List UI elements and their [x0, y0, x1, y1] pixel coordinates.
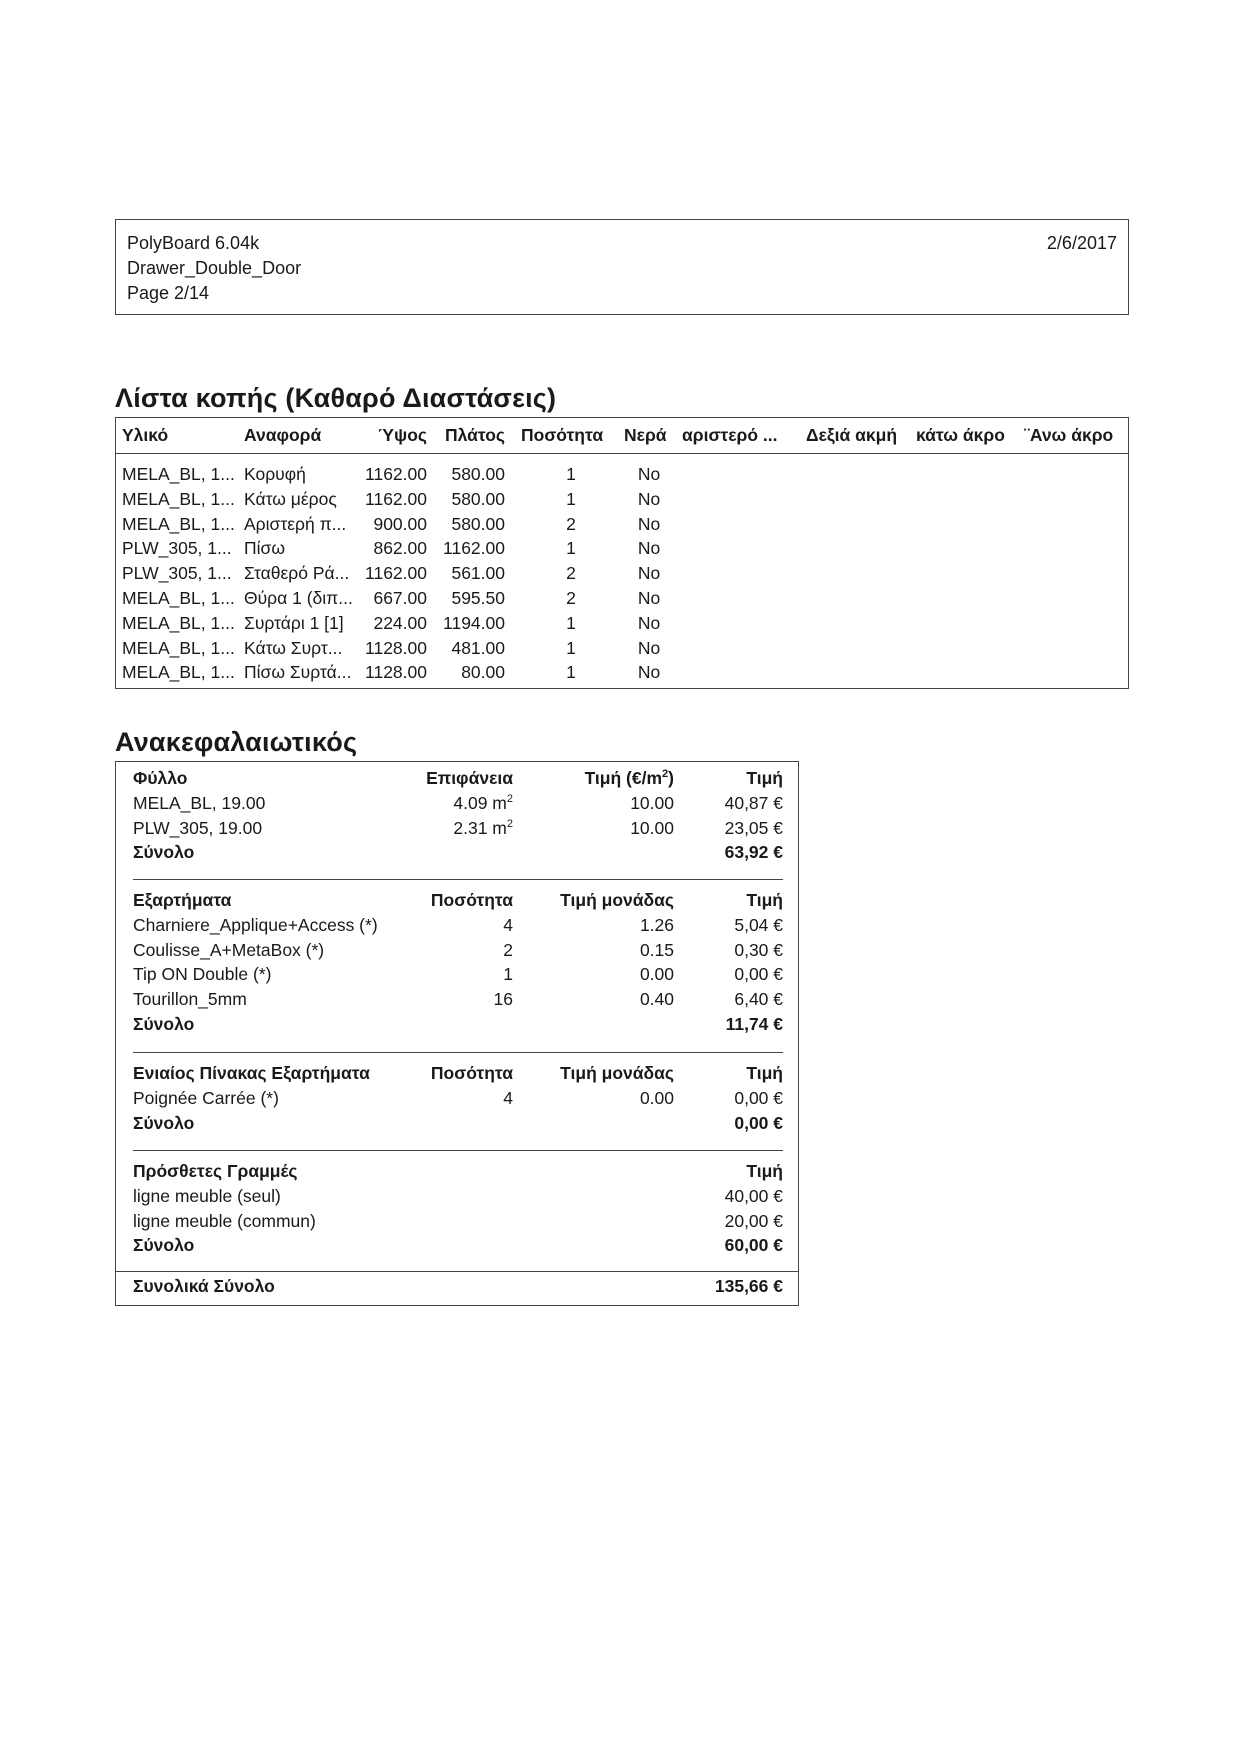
col-left-edge: αριστερό ...: [682, 425, 778, 445]
single-hardware-total-row: [133, 1111, 783, 1136]
page-number: Page 2/14: [127, 283, 210, 303]
divider: [133, 1052, 783, 1053]
table-row: [116, 561, 1128, 586]
summary-table: [115, 761, 799, 1306]
sheets-rows: [133, 791, 783, 841]
item-name: Poignée Carrée (*): [133, 1087, 279, 1108]
sheets-section: [133, 766, 783, 865]
document-date: 2/6/2017: [1046, 233, 1117, 253]
col-bottom-edge: κάτω άκρο: [916, 425, 1005, 445]
single-hardware-rows: [133, 1086, 783, 1111]
cell-height: 1128.00: [365, 637, 427, 658]
item-unit-price: 0.00: [639, 1087, 674, 1108]
cell-height: 667.00: [373, 587, 427, 608]
list-item: [133, 913, 783, 938]
col-grain: Νερά: [624, 425, 667, 445]
cell-height: 1128.00: [365, 662, 427, 683]
cell-material: MELA_BL, 1...: [122, 637, 235, 658]
sheets-col-area: Επιφάνεια: [426, 768, 513, 788]
cell-height: 862.00: [373, 538, 427, 559]
table-row: [116, 586, 1128, 611]
grand-total-label: Συνολικά Σύνολο: [133, 1276, 275, 1296]
item-name: Charniere_Applique+Access (*): [133, 914, 378, 935]
cell-quantity: 1: [566, 464, 576, 484]
item-quantity: 4: [503, 914, 513, 935]
item-price: 5,04 €: [734, 914, 783, 935]
cell-material: PLW_305, 1...: [122, 538, 232, 559]
cell-width: 580.00: [451, 488, 505, 509]
single-hardware-total-value: 0,00 €: [734, 1112, 783, 1133]
sheets-col-rate: [585, 766, 674, 791]
col-width: Πλάτος: [444, 425, 505, 445]
divider: [133, 879, 783, 880]
sheets-col-rate-close: ): [668, 768, 674, 788]
sheet-name: MELA_BL, 19.00: [133, 792, 266, 813]
cell-quantity: 1: [566, 637, 576, 658]
cell-reference: Σταθερό Ρά...: [244, 563, 350, 584]
cell-height: 224.00: [373, 612, 427, 633]
summary-title: Ανακεφαλαιωτικός: [115, 727, 358, 757]
table-row: [116, 636, 1128, 661]
extra-lines-col-name: Πρόσθετες Γραμμές: [133, 1161, 298, 1181]
item-quantity: 4: [503, 1087, 513, 1108]
sheet-price: 40,87 €: [724, 792, 783, 813]
sheet-rate: 10.00: [630, 792, 674, 813]
sheets-total-value: 63,92 €: [724, 842, 783, 863]
cell-quantity: 2: [566, 587, 576, 608]
list-item: [133, 962, 783, 987]
item-unit-price: 0.40: [639, 989, 674, 1010]
hardware-col-name: Εξαρτήματα: [133, 890, 232, 910]
hardware-total-row: [133, 1012, 783, 1037]
list-item: [133, 987, 783, 1012]
document-header: [115, 219, 1129, 315]
item-price: 0,00 €: [734, 964, 783, 985]
item-quantity: 16: [493, 989, 513, 1010]
col-material: Υλικό: [122, 425, 169, 445]
cell-height: 900.00: [373, 513, 427, 534]
table-row: [116, 512, 1128, 537]
cell-width: 580.00: [451, 464, 505, 484]
hardware-col-price: Τιμή: [746, 890, 783, 910]
single-hardware-section: [133, 1061, 783, 1135]
cell-reference: Πίσω Συρτά...: [244, 662, 352, 683]
sheets-header: [133, 766, 783, 791]
sheets-total-label: Σύνολο: [133, 842, 195, 863]
sheet-area: [453, 791, 513, 816]
col-reference: Αναφορά: [244, 425, 322, 445]
table-row: [116, 487, 1128, 512]
sheets-total-row: [133, 840, 783, 865]
single-hardware-col-price: Τιμή: [746, 1063, 783, 1083]
cell-material: MELA_BL, 1...: [122, 488, 235, 509]
cut-list-table: [115, 417, 1129, 689]
item-name: Tourillon_5mm: [133, 989, 247, 1010]
hardware-header: [133, 888, 783, 913]
cell-width: 561.00: [451, 563, 505, 584]
cut-list-header: [116, 418, 1128, 454]
item-name: ligne meuble (seul): [133, 1185, 281, 1206]
table-row: [116, 660, 1128, 685]
cell-reference: Κάτω μέρος: [244, 488, 337, 509]
cell-reference: Συρτάρι 1 [1]: [244, 612, 344, 633]
cell-reference: Κάτω Συρτ...: [244, 637, 343, 658]
single-hardware-header: [133, 1061, 783, 1086]
cut-list-body: [116, 462, 1128, 685]
cell-quantity: 1: [566, 662, 576, 683]
item-quantity: 2: [503, 939, 513, 960]
item-quantity: 1: [503, 964, 513, 985]
list-item: [133, 816, 783, 841]
extra-lines-section: [133, 1159, 783, 1258]
table-row: [116, 611, 1128, 636]
item-price: 20,00 €: [724, 1210, 783, 1231]
col-right-edge: Δεξιά ακμή: [806, 425, 898, 445]
cell-width: 481.00: [451, 637, 505, 658]
sheet-area-unit-sup: 2: [506, 792, 513, 805]
cut-list-title: Λίστα κοπής (Καθαρό Διαστάσεις): [115, 383, 557, 413]
cell-width: 1162.00: [443, 538, 505, 559]
sheet-area-value: 4.09 m: [453, 792, 507, 813]
sheets-col-name: Φύλλο: [133, 768, 188, 788]
cell-material: PLW_305, 1...: [122, 563, 232, 584]
cell-grain: No: [637, 563, 661, 584]
single-hardware-total-label: Σύνολο: [133, 1112, 195, 1133]
sheets-col-rate-sup: 2: [662, 768, 669, 781]
cell-material: MELA_BL, 1...: [122, 464, 235, 484]
cell-width: 595.50: [451, 587, 505, 608]
item-price: 40,00 €: [724, 1185, 783, 1206]
cell-height: 1162.00: [365, 563, 427, 584]
sheet-area: [453, 816, 513, 841]
item-name: ligne meuble (commun): [133, 1210, 316, 1231]
grand-total-row: [133, 1274, 783, 1299]
single-hardware-col-qty: Ποσότητα: [430, 1063, 513, 1083]
grand-total-section: [133, 1274, 783, 1299]
single-hardware-col-unit: Τιμή μονάδας: [560, 1063, 674, 1083]
grand-total-divider: [116, 1271, 798, 1272]
col-quantity: Ποσότητα: [521, 425, 604, 445]
cell-quantity: 2: [566, 563, 576, 584]
cell-grain: No: [637, 513, 661, 534]
project-name: Drawer_Double_Door: [127, 258, 302, 278]
divider: [133, 1150, 783, 1151]
cell-material: MELA_BL, 1...: [122, 513, 235, 534]
list-item: [133, 1184, 783, 1209]
item-name: Tip ON Double (*): [133, 964, 272, 985]
cell-reference: Πίσω: [244, 538, 285, 559]
cell-reference: Αριστερή π...: [244, 513, 347, 534]
hardware-total-value: 11,74 €: [725, 1013, 783, 1034]
cell-quantity: 1: [566, 538, 576, 559]
sheets-col-price: Τιμή: [746, 768, 783, 788]
cell-grain: No: [637, 464, 661, 484]
item-price: 0,30 €: [734, 939, 783, 960]
cell-material: MELA_BL, 1...: [122, 612, 235, 633]
sheet-price: 23,05 €: [724, 817, 783, 838]
list-item: [133, 1209, 783, 1234]
col-height: Ύψος: [377, 425, 427, 445]
app-version: PolyBoard 6.04k: [127, 233, 260, 253]
sheets-col-rate-text: Τιμή (€/m: [584, 768, 663, 788]
item-name: Coulisse_A+MetaBox (*): [133, 939, 325, 960]
extra-lines-rows: [133, 1184, 783, 1234]
cell-grain: No: [637, 662, 661, 683]
item-unit-price: 0.00: [639, 964, 674, 985]
extra-lines-total-label: Σύνολο: [133, 1235, 195, 1256]
list-item: [133, 791, 783, 816]
cell-grain: No: [637, 637, 661, 658]
cell-height: 1162.00: [365, 488, 427, 509]
cell-quantity: 1: [566, 488, 576, 509]
cell-grain: No: [637, 488, 661, 509]
cell-width: 580.00: [451, 513, 505, 534]
hardware-rows: [133, 913, 783, 1012]
extra-lines-header: [133, 1159, 783, 1184]
sheet-name: PLW_305, 19.00: [133, 817, 263, 838]
header-info: [127, 231, 301, 306]
extra-lines-col-price: Τιμή: [746, 1161, 783, 1181]
sheet-rate: 10.00: [630, 817, 674, 838]
sheet-area-unit-sup: 2: [506, 817, 513, 830]
grand-total-value: 135,66 €: [714, 1276, 783, 1296]
table-row: [116, 536, 1128, 561]
single-hardware-col-name: Ενιαίος Πίνακας Εξαρτήματα: [133, 1063, 370, 1083]
extra-lines-total-row: [133, 1233, 783, 1258]
cell-reference: Κορυφή: [244, 464, 306, 484]
item-unit-price: 0.15: [639, 939, 674, 960]
cell-width: 1194.00: [443, 612, 505, 633]
list-item: [133, 938, 783, 963]
item-unit-price: 1.26: [639, 914, 674, 935]
cell-quantity: 2: [566, 513, 576, 534]
col-top-edge: ¨Ανω άκρο: [1024, 425, 1114, 445]
item-price: 0,00 €: [734, 1087, 783, 1108]
cell-reference: Θύρα 1 (διπ...: [244, 587, 353, 608]
table-row: [116, 462, 1128, 487]
cell-height: 1162.00: [365, 464, 427, 484]
cell-quantity: 1: [566, 612, 576, 633]
cell-grain: No: [637, 587, 661, 608]
cell-grain: No: [637, 612, 661, 633]
item-price: 6,40 €: [734, 989, 783, 1010]
hardware-col-unit: Τιμή μονάδας: [560, 890, 674, 910]
hardware-total-label: Σύνολο: [133, 1013, 195, 1034]
cell-material: MELA_BL, 1...: [122, 662, 235, 683]
hardware-section: [133, 888, 783, 1037]
extra-lines-total-value: 60,00 €: [724, 1235, 783, 1256]
cell-width: 80.00: [461, 662, 505, 683]
hardware-col-qty: Ποσότητα: [430, 890, 513, 910]
sheet-area-value: 2.31 m: [453, 817, 507, 838]
list-item: [133, 1086, 783, 1111]
cell-grain: No: [637, 538, 661, 559]
cell-material: MELA_BL, 1...: [122, 587, 235, 608]
